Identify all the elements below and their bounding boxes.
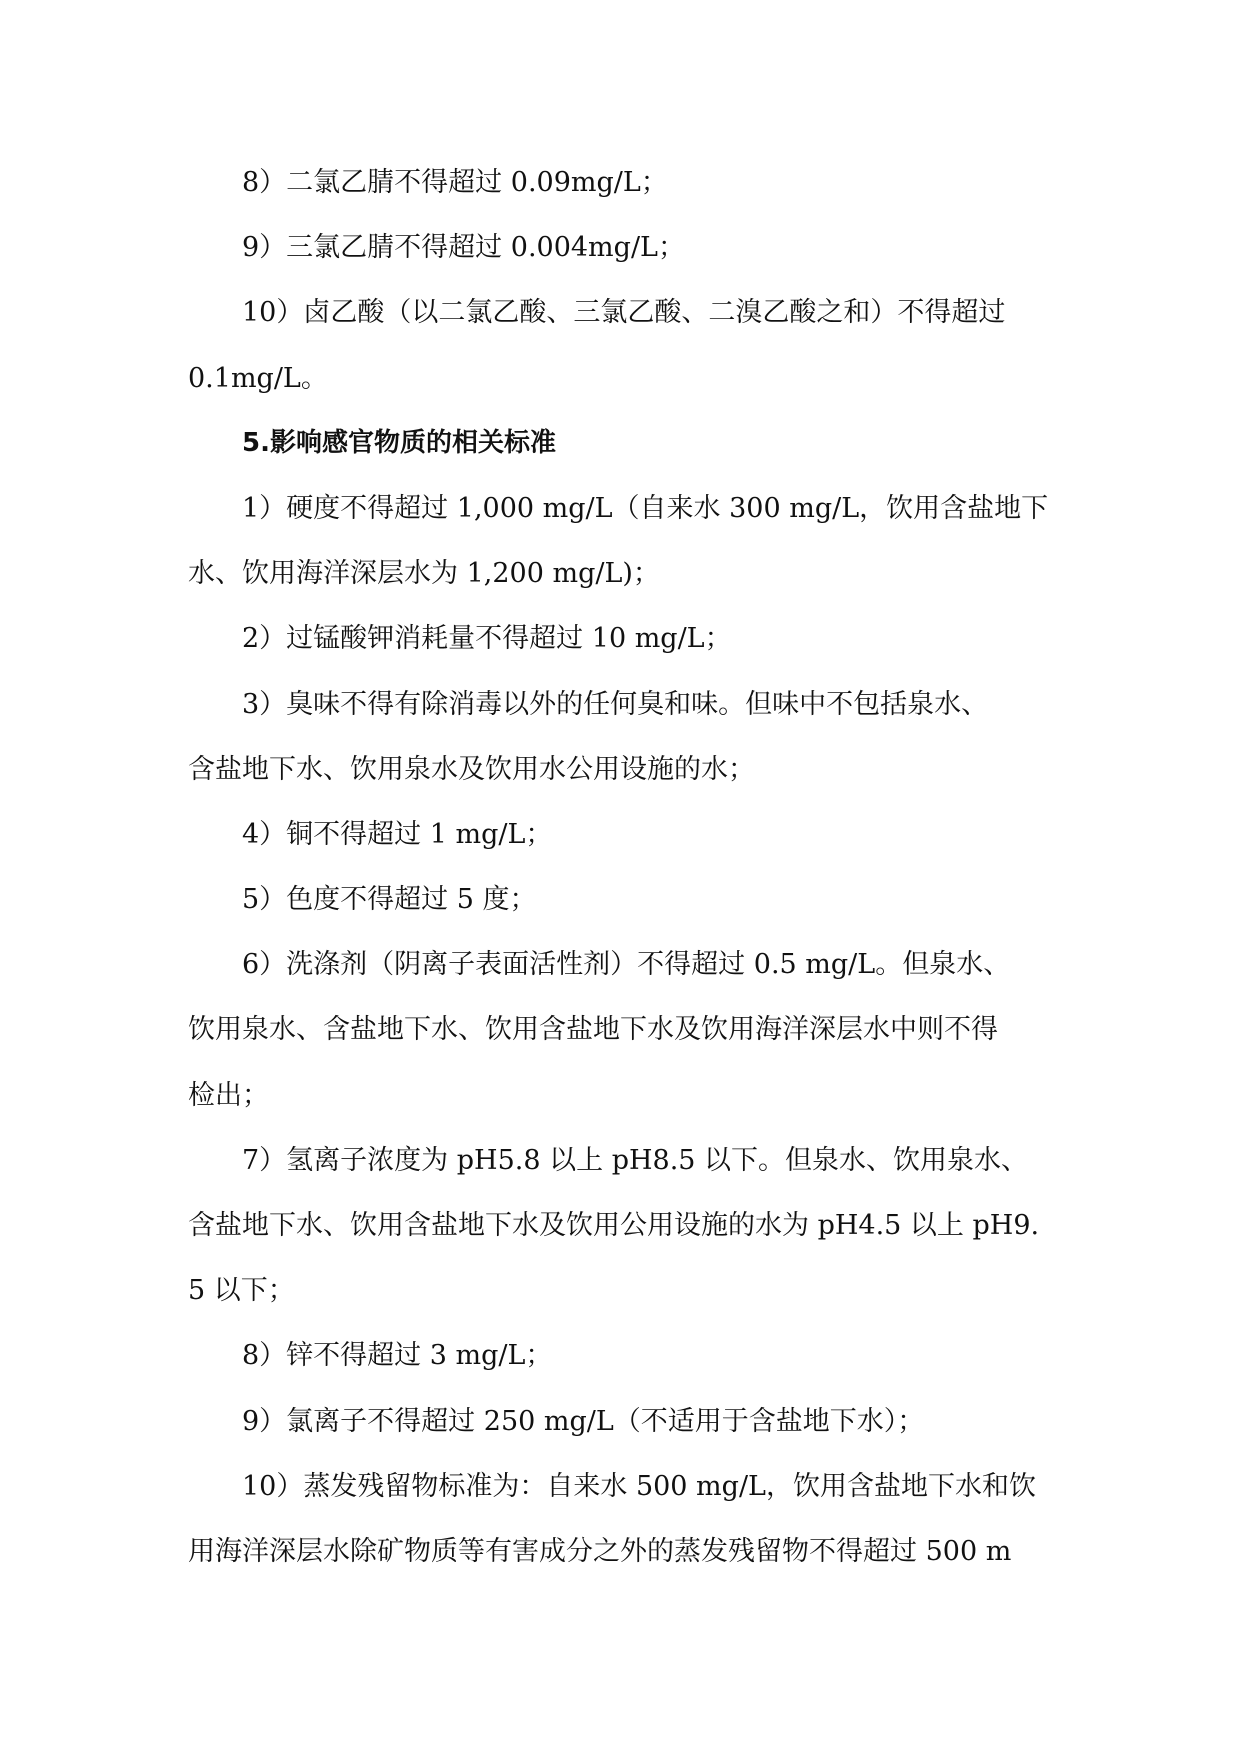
item-odor-cont: 含盐地下水、饮用泉水及饮用水公用设施的水； [188, 753, 755, 785]
item-chloride: 9）氯离子不得超过 250 mg/L（不适用于含盐地下水）； [242, 1405, 925, 1437]
item-hardness-cont: 水、饮用海洋深层水为 1,200 mg/L)； [188, 558, 660, 590]
item-ph-cont-1: 含盐地下水、饮用含盐地下水及饮用公用设施的水为 pH4.5 以上 pH9. [188, 1210, 1040, 1241]
item-detergent-cont-2: 检出； [188, 1079, 269, 1111]
item-permanganate: 2）过锰酸钾消耗量不得超过 10 mg/L； [242, 623, 732, 655]
item-color: 5）色度不得超过 5 度； [242, 884, 537, 916]
item-ph-cont-2: 5 以下； [188, 1275, 295, 1307]
item-detergent-cont-1: 饮用泉水、含盐地下水、饮用含盐地下水及饮用海洋深层水中则不得 [188, 1014, 998, 1046]
item-evaporation-residue-cont: 用海洋深层水除矿物质等有害成分之外的蒸发残留物不得超过 500 m [188, 1535, 1012, 1567]
item-copper: 4）铜不得超过 1 mg/L； [242, 818, 553, 850]
item-evaporation-residue: 10）蒸发残留物标准为：自来水 500 mg/L，饮用含盐地下水和饮 [242, 1470, 1036, 1502]
document-page [188, 150, 1068, 1584]
item-haloacetic-acids: 10）卤乙酸（以二氯乙酸、三氯乙酸、二溴乙酸之和）不得超过 [242, 297, 1006, 329]
item-ph: 7）氢离子浓度为 pH5.8 以上 pH8.5 以下。但泉水、饮用泉水、 [242, 1144, 1029, 1176]
item-zinc: 8）锌不得超过 3 mg/L； [242, 1340, 553, 1372]
item-odor: 3）臭味不得有除消毒以外的任何臭和味。但味中不包括泉水、 [242, 688, 989, 720]
item-trichloroacetonitrile: 9）三氯乙腈不得超过 0.004mg/L； [242, 232, 685, 264]
item-hardness: 1）硬度不得超过 1,000 mg/L（自来水 300 mg/L，饮用含盐地下 [242, 492, 1049, 524]
section-heading: 5.影响感官物质的相关标准 [242, 427, 556, 458]
item-detergent: 6）洗涤剂（阴离子表面活性剂）不得超过 0.5 mg/L。但泉水、 [242, 949, 1011, 981]
item-haloacetic-acids-cont: 0.1mg/L。 [188, 362, 328, 394]
item-dichloroacetonitrile: 8）二氯乙腈不得超过 0.09mg/L； [242, 167, 668, 198]
